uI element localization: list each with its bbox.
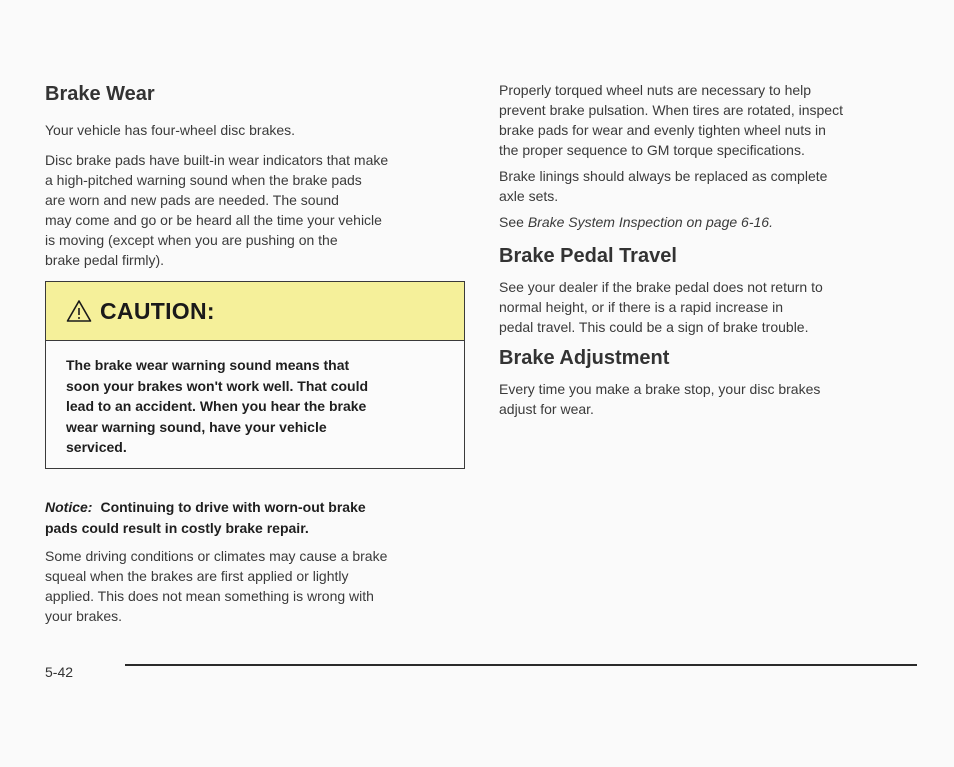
text-line: Every time you make a brake stop, your disc brakes: [499, 381, 821, 397]
caution-title: CAUTION:: [100, 297, 215, 324]
brake-wear-intro: Your vehicle has four-wheel disc brakes.: [45, 122, 296, 138]
text-line: lead to an accident. When you hear the brake: [66, 398, 367, 414]
text-line: normal height, or if there is a rapid increase in: [499, 299, 784, 315]
warning-triangle-icon: [66, 299, 92, 323]
wear-indicator-paragraph: [45, 150, 467, 270]
notice-text-line: Continuing to drive with worn-out brake: [100, 499, 366, 515]
see-prefix: See: [499, 214, 524, 230]
caution-box: [45, 281, 465, 469]
text-line: are worn and new pads are needed. The sound: [45, 192, 339, 208]
text-line: applied. This does not mean something is wrong with: [45, 588, 374, 604]
text-line: Some driving conditions or climates may cause a brake: [45, 548, 388, 564]
page-number: 5-42: [45, 664, 74, 680]
text-line: the proper sequence to GM torque specifications.: [499, 142, 805, 158]
text-line: See your dealer if the brake pedal does not return to: [499, 279, 823, 295]
text-line: serviced.: [66, 439, 127, 455]
wheel-nut-paragraph: [499, 80, 919, 160]
notice-text-line: pads could result in costly brake repair.: [45, 520, 309, 536]
text-line: Disc brake pads have built-in wear indicators that make: [45, 152, 389, 168]
text-line: is moving (except when you are pushing on the: [45, 232, 338, 248]
text-line: axle sets.: [499, 188, 559, 204]
right-column: [499, 82, 919, 419]
text-line: Brake linings should always be replaced as complete: [499, 168, 828, 184]
text-line: wear warning sound, have your vehicle: [66, 418, 327, 435]
pedal-travel-paragraph: [499, 277, 919, 337]
text-line: The brake wear warning sound means that: [66, 357, 350, 373]
text-line: soon your brakes won't work well. That could: [66, 377, 369, 394]
text-line: Properly torqued wheel nuts are necessary to help: [499, 82, 812, 98]
text-line: prevent brake pulsation. When tires are rotated, inspect: [499, 102, 843, 118]
see-reference: [499, 212, 919, 232]
cross-reference-link[interactable]: Brake System Inspection on page 6-16.: [527, 214, 773, 230]
brake-linings-paragraph: [499, 166, 919, 206]
caution-header: [46, 282, 464, 341]
text-line: your brakes.: [45, 608, 123, 624]
text-line: pedal travel. This could be a sign of brake trouble.: [499, 319, 809, 335]
notice-paragraph: [45, 497, 465, 539]
brake-squeal-paragraph: [45, 546, 465, 626]
text-line: adjust for wear.: [499, 401, 594, 417]
caution-text: [46, 341, 464, 458]
brake-pedal-travel-heading: Brake Pedal Travel: [499, 245, 677, 267]
text-line: squeal when the brakes are first applied or lightly: [45, 568, 349, 584]
text-line: may come and go or be heard all the time your vehicle: [45, 212, 382, 228]
footer-divider: [125, 664, 917, 666]
brake-adjustment-paragraph: [499, 379, 919, 419]
text-line: brake pedal firmly).: [45, 252, 165, 268]
brake-wear-heading: Brake Wear: [45, 83, 155, 105]
left-column: [45, 82, 467, 270]
text-line: a high-pitched warning sound when the brake pads: [45, 172, 362, 188]
brake-adjustment-heading: Brake Adjustment: [499, 347, 670, 369]
text-line: brake pads for wear and evenly tighten wheel nuts in: [499, 122, 826, 138]
notice-label: Notice:: [45, 499, 93, 515]
